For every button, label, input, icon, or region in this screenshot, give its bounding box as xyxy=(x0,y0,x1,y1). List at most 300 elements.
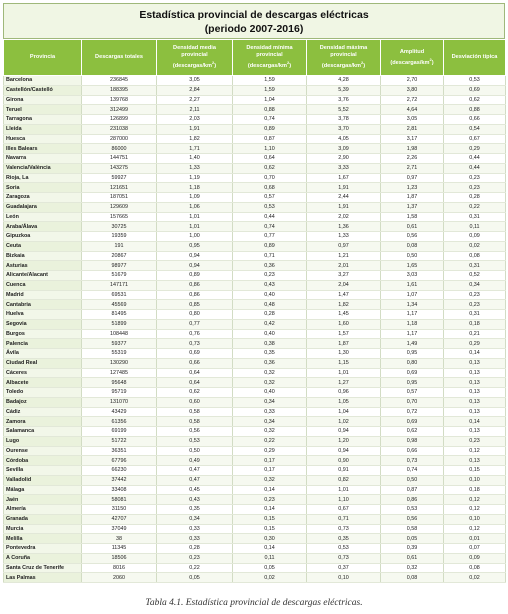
value-cell: 37442 xyxy=(82,475,157,485)
value-cell: 0,40 xyxy=(233,290,307,300)
value-cell: 0,91 xyxy=(307,466,381,476)
value-cell: 0,73 xyxy=(157,339,233,349)
value-cell: 2,27 xyxy=(157,95,233,105)
value-cell: 0,73 xyxy=(307,524,381,534)
value-cell: 0,87 xyxy=(233,134,307,144)
value-cell: 95719 xyxy=(82,388,157,398)
table-body xyxy=(4,76,506,583)
value-cell: 0,11 xyxy=(444,222,506,232)
value-cell: 131070 xyxy=(82,397,157,407)
value-cell: 1,98 xyxy=(381,144,444,154)
value-cell: 0,86 xyxy=(157,290,233,300)
value-cell: 0,54 xyxy=(444,124,506,134)
value-cell: 0,02 xyxy=(233,573,307,583)
value-cell: 0,73 xyxy=(307,553,381,563)
value-cell: 0,37 xyxy=(307,563,381,573)
value-cell: 1,59 xyxy=(233,85,307,95)
province-name-cell: Murcia xyxy=(4,524,82,534)
value-cell: 0,05 xyxy=(233,563,307,573)
value-cell: 3,17 xyxy=(381,134,444,144)
value-cell: 1,33 xyxy=(307,232,381,242)
value-cell: 144751 xyxy=(82,154,157,164)
header-line: Densidad mínima xyxy=(246,45,293,52)
table-row xyxy=(4,524,506,534)
value-cell: 1,49 xyxy=(381,339,444,349)
province-name-cell: Palencia xyxy=(4,339,82,349)
province-name-cell: Asturias xyxy=(4,261,82,271)
value-cell: 312499 xyxy=(82,105,157,115)
table-row xyxy=(4,202,506,212)
province-name-cell: Granada xyxy=(4,514,82,524)
value-cell: 236845 xyxy=(82,76,157,86)
value-cell: 1,33 xyxy=(157,163,233,173)
header-line: Densidad máxima xyxy=(319,45,368,52)
value-cell: 1,17 xyxy=(381,329,444,339)
value-cell: 0,76 xyxy=(157,329,233,339)
value-cell: 0,14 xyxy=(233,485,307,495)
value-cell: 2,11 xyxy=(157,105,233,115)
province-name-cell: Santa Cruz de Tenerife xyxy=(4,563,82,573)
value-cell: 0,95 xyxy=(381,349,444,359)
value-cell: 1,05 xyxy=(307,397,381,407)
value-cell: 4,28 xyxy=(307,76,381,86)
table-row xyxy=(4,329,506,339)
header-line: provincial xyxy=(181,52,208,59)
table-row xyxy=(4,144,506,154)
value-cell: 0,23 xyxy=(233,495,307,505)
value-cell: 0,22 xyxy=(444,202,506,212)
value-cell: 0,95 xyxy=(381,378,444,388)
value-cell: 0,34 xyxy=(157,514,233,524)
value-cell: 95648 xyxy=(82,378,157,388)
value-cell: 1,10 xyxy=(233,144,307,154)
table-row xyxy=(4,563,506,573)
value-cell: 0,94 xyxy=(307,427,381,437)
province-name-cell: Valladolid xyxy=(4,475,82,485)
value-cell: 0,89 xyxy=(157,271,233,281)
value-cell: 1,67 xyxy=(307,173,381,183)
value-cell: 51722 xyxy=(82,436,157,446)
value-cell: 33408 xyxy=(82,485,157,495)
value-cell: 0,80 xyxy=(157,310,233,320)
value-cell: 19359 xyxy=(82,232,157,242)
province-name-cell: Cáceres xyxy=(4,368,82,378)
province-name-cell: Toledo xyxy=(4,388,82,398)
value-cell: 1,61 xyxy=(381,280,444,290)
value-cell: 1,91 xyxy=(157,124,233,134)
value-cell: 0,12 xyxy=(444,495,506,505)
value-cell: 2,71 xyxy=(381,163,444,173)
value-cell: 61356 xyxy=(82,417,157,427)
value-cell: 0,58 xyxy=(157,417,233,427)
value-cell: 139768 xyxy=(82,95,157,105)
value-cell: 0,38 xyxy=(233,339,307,349)
value-cell: 0,05 xyxy=(381,534,444,544)
table-row xyxy=(4,368,506,378)
value-cell: 0,45 xyxy=(157,485,233,495)
value-cell: 1,91 xyxy=(307,202,381,212)
province-name-cell: Salamanca xyxy=(4,427,82,437)
table-row xyxy=(4,241,506,251)
value-cell: 1,07 xyxy=(381,290,444,300)
value-cell: 191 xyxy=(82,241,157,251)
table-row xyxy=(4,76,506,86)
table-row xyxy=(4,300,506,310)
province-name-cell: Bizkaia xyxy=(4,251,82,261)
table-row xyxy=(4,349,506,359)
header-line: Amplitud xyxy=(399,48,425,55)
header-line: Provincia xyxy=(29,54,56,60)
province-name-cell: Albacete xyxy=(4,378,82,388)
province-name-cell: Almería xyxy=(4,505,82,515)
value-cell: 0,13 xyxy=(444,456,506,466)
value-cell: 0,35 xyxy=(233,349,307,359)
value-cell: 0,67 xyxy=(307,505,381,515)
table-title-box xyxy=(3,3,505,39)
value-cell: 0,32 xyxy=(233,368,307,378)
value-cell: 0,30 xyxy=(233,534,307,544)
value-cell: 4,64 xyxy=(381,105,444,115)
value-cell: 0,05 xyxy=(157,573,233,583)
header-line: Desviación típica xyxy=(451,54,498,60)
province-name-cell: Barcelona xyxy=(4,76,82,86)
table-row xyxy=(4,183,506,193)
value-cell: 0,29 xyxy=(233,446,307,456)
table-row xyxy=(4,222,506,232)
value-cell: 0,64 xyxy=(157,368,233,378)
value-cell: 3,03 xyxy=(381,271,444,281)
table-row xyxy=(4,427,506,437)
table-row xyxy=(4,495,506,505)
value-cell: 0,40 xyxy=(233,329,307,339)
province-name-cell: Teruel xyxy=(4,105,82,115)
value-cell: 8016 xyxy=(82,563,157,573)
value-cell: 69199 xyxy=(82,427,157,437)
value-cell: 188395 xyxy=(82,85,157,95)
value-cell: 0,13 xyxy=(444,407,506,417)
value-cell: 0,86 xyxy=(157,280,233,290)
value-cell: 0,44 xyxy=(444,154,506,164)
province-name-cell: Málaga xyxy=(4,485,82,495)
value-cell: 3,33 xyxy=(307,163,381,173)
value-cell: 0,34 xyxy=(233,417,307,427)
value-cell: 127485 xyxy=(82,368,157,378)
value-cell: 0,86 xyxy=(381,495,444,505)
header-superscript: 2 xyxy=(429,56,432,62)
value-cell: 0,14 xyxy=(444,349,506,359)
table-row xyxy=(4,378,506,388)
value-cell: 0,28 xyxy=(233,310,307,320)
province-name-cell: A Coruña xyxy=(4,553,82,563)
table-row xyxy=(4,154,506,164)
province-name-cell: Ceuta xyxy=(4,241,82,251)
province-name-cell: Ávila xyxy=(4,349,82,359)
value-cell: 287000 xyxy=(82,134,157,144)
table-row xyxy=(4,544,506,554)
province-name-cell: Illes Balears xyxy=(4,144,82,154)
value-cell: 0,58 xyxy=(157,407,233,417)
value-cell: 0,47 xyxy=(157,475,233,485)
value-cell: 0,12 xyxy=(444,524,506,534)
value-cell: 0,50 xyxy=(381,475,444,485)
value-cell: 1,57 xyxy=(307,329,381,339)
province-name-cell: Soria xyxy=(4,183,82,193)
value-cell: 0,66 xyxy=(381,446,444,456)
value-cell: 0,62 xyxy=(381,427,444,437)
header-col-densidad-maxima: Densidad máxima provincial $(descargas/km^2)$ xyxy=(307,40,381,76)
value-cell: 0,15 xyxy=(233,514,307,524)
value-cell: 0,23 xyxy=(444,436,506,446)
table-header-row xyxy=(4,40,506,76)
province-name-cell: Madrid xyxy=(4,290,82,300)
value-cell: 0,02 xyxy=(444,573,506,583)
value-cell: 0,22 xyxy=(233,436,307,446)
table-row xyxy=(4,280,506,290)
table-row xyxy=(4,85,506,95)
province-name-cell: Navarra xyxy=(4,154,82,164)
value-cell: 0,40 xyxy=(233,388,307,398)
province-name-cell: León xyxy=(4,212,82,222)
value-cell: 0,08 xyxy=(381,241,444,251)
value-cell: 1,30 xyxy=(307,349,381,359)
value-cell: 1,01 xyxy=(157,222,233,232)
value-cell: 30725 xyxy=(82,222,157,232)
value-cell: 0,44 xyxy=(444,163,506,173)
province-name-cell: Lleida xyxy=(4,124,82,134)
value-cell: 0,22 xyxy=(157,563,233,573)
province-name-cell: Huesca xyxy=(4,134,82,144)
value-cell: 0,50 xyxy=(157,446,233,456)
value-cell: 0,87 xyxy=(381,485,444,495)
statistics-table xyxy=(3,39,506,583)
value-cell: 1,36 xyxy=(307,222,381,232)
value-cell: 0,70 xyxy=(381,397,444,407)
value-cell: 0,09 xyxy=(444,553,506,563)
value-cell: 0,80 xyxy=(381,358,444,368)
value-cell: 42707 xyxy=(82,514,157,524)
value-cell: 0,68 xyxy=(233,183,307,193)
header-col-descargas-totales xyxy=(82,40,157,76)
value-cell: 0,53 xyxy=(307,544,381,554)
value-cell: 0,94 xyxy=(307,446,381,456)
table-row xyxy=(4,358,506,368)
value-cell: 31150 xyxy=(82,505,157,515)
value-cell: 2,26 xyxy=(381,154,444,164)
table-row xyxy=(4,124,506,134)
value-cell: 0,97 xyxy=(381,173,444,183)
value-cell: 1,02 xyxy=(307,417,381,427)
value-cell: 147171 xyxy=(82,280,157,290)
value-cell: 55319 xyxy=(82,349,157,359)
value-cell: 1,82 xyxy=(307,300,381,310)
value-cell: 2,81 xyxy=(381,124,444,134)
province-name-cell: Segovia xyxy=(4,319,82,329)
value-cell: 0,13 xyxy=(444,358,506,368)
value-cell: 0,17 xyxy=(233,466,307,476)
value-cell: 0,23 xyxy=(444,290,506,300)
value-cell: 0,56 xyxy=(381,514,444,524)
value-cell: 0,18 xyxy=(444,319,506,329)
value-cell: 2060 xyxy=(82,573,157,583)
value-cell: 0,89 xyxy=(233,241,307,251)
value-cell: 1,65 xyxy=(381,261,444,271)
value-cell: 0,35 xyxy=(157,505,233,515)
value-cell: 0,69 xyxy=(381,368,444,378)
value-cell: 0,14 xyxy=(233,505,307,515)
value-cell: 0,90 xyxy=(307,456,381,466)
value-cell: 0,10 xyxy=(444,514,506,524)
value-cell: 0,60 xyxy=(157,397,233,407)
value-cell: 0,62 xyxy=(157,388,233,398)
table-row xyxy=(4,388,506,398)
value-cell: 3,76 xyxy=(307,95,381,105)
value-cell: 1,47 xyxy=(307,290,381,300)
province-name-cell: Girona xyxy=(4,95,82,105)
value-cell: 1,71 xyxy=(157,144,233,154)
value-cell: 0,71 xyxy=(307,514,381,524)
value-cell: 86000 xyxy=(82,144,157,154)
table-row xyxy=(4,105,506,115)
table-row xyxy=(4,417,506,427)
province-name-cell: Las Palmas xyxy=(4,573,82,583)
value-cell: 0,88 xyxy=(444,105,506,115)
value-cell: 0,15 xyxy=(444,466,506,476)
value-cell: 11345 xyxy=(82,544,157,554)
value-cell: 1,21 xyxy=(307,251,381,261)
value-cell: 1,06 xyxy=(157,202,233,212)
value-cell: 0,98 xyxy=(381,436,444,446)
value-cell: 4,05 xyxy=(307,134,381,144)
table-row xyxy=(4,485,506,495)
value-cell: 58081 xyxy=(82,495,157,505)
value-cell: 1,59 xyxy=(233,76,307,86)
value-cell: 0,61 xyxy=(381,553,444,563)
value-cell: 1,27 xyxy=(307,378,381,388)
table-title: Estadística provincial de descargas eléctricas xyxy=(139,9,369,21)
value-cell: 1,10 xyxy=(307,495,381,505)
province-name-cell: Cádiz xyxy=(4,407,82,417)
province-name-cell: Cuenca xyxy=(4,280,82,290)
value-cell: 0,01 xyxy=(444,534,506,544)
table-caption: Tabla 4.1. Estadística provincial de descargas eléctricas. xyxy=(145,598,363,608)
province-name-cell: Araba/Álava xyxy=(4,222,82,232)
value-cell: 0,66 xyxy=(444,115,506,125)
value-cell: 43429 xyxy=(82,407,157,417)
value-cell: 0,13 xyxy=(444,427,506,437)
value-cell: 1,01 xyxy=(307,485,381,495)
value-cell: 0,13 xyxy=(444,388,506,398)
province-name-cell: Córdoba xyxy=(4,456,82,466)
table-row xyxy=(4,115,506,125)
value-cell: 0,74 xyxy=(381,466,444,476)
value-cell: 0,11 xyxy=(233,553,307,563)
province-name-cell: Burgos xyxy=(4,329,82,339)
value-cell: 0,88 xyxy=(233,105,307,115)
value-cell: 18506 xyxy=(82,553,157,563)
province-name-cell: Pontevedra xyxy=(4,544,82,554)
value-cell: 1,00 xyxy=(157,232,233,242)
value-cell: 0,12 xyxy=(444,446,506,456)
value-cell: 0,94 xyxy=(157,261,233,271)
value-cell: 0,35 xyxy=(307,534,381,544)
value-cell: 0,33 xyxy=(157,534,233,544)
province-name-cell: Gipuzkoa xyxy=(4,232,82,242)
value-cell: 51679 xyxy=(82,271,157,281)
value-cell: 5,39 xyxy=(307,85,381,95)
value-cell: 1,20 xyxy=(307,436,381,446)
value-cell: 1,18 xyxy=(157,183,233,193)
value-cell: 1,60 xyxy=(307,319,381,329)
value-cell: 2,02 xyxy=(307,212,381,222)
table-row xyxy=(4,436,506,446)
province-name-cell: Cantabria xyxy=(4,300,82,310)
province-name-cell: Guadalajara xyxy=(4,202,82,212)
value-cell: 0,62 xyxy=(444,95,506,105)
value-cell: 0,21 xyxy=(444,329,506,339)
value-cell: 0,64 xyxy=(233,154,307,164)
value-cell: 0,69 xyxy=(157,349,233,359)
value-cell: 0,23 xyxy=(444,173,506,183)
table-row xyxy=(4,505,506,515)
header-line: (descargas/km xyxy=(390,59,430,66)
value-cell: 0,58 xyxy=(381,524,444,534)
value-cell: 0,14 xyxy=(233,544,307,554)
value-cell: 0,13 xyxy=(444,397,506,407)
value-cell: 0,10 xyxy=(444,475,506,485)
value-cell: 1,87 xyxy=(307,339,381,349)
table-subtitle: (periodo 2007-2016) xyxy=(204,23,304,35)
value-cell: 1,09 xyxy=(157,193,233,203)
header-line: (descargas/km xyxy=(172,62,213,69)
value-cell: 1,58 xyxy=(381,212,444,222)
table-row xyxy=(4,95,506,105)
province-name-cell: Zamora xyxy=(4,417,82,427)
value-cell: 1,82 xyxy=(157,134,233,144)
value-cell: 0,23 xyxy=(444,300,506,310)
value-cell: 1,40 xyxy=(157,154,233,164)
header-line: Densidad media xyxy=(173,45,216,52)
value-cell: 98977 xyxy=(82,261,157,271)
value-cell: 69531 xyxy=(82,290,157,300)
value-cell: 3,27 xyxy=(307,271,381,281)
value-cell: 0,10 xyxy=(307,573,381,583)
header-superscript: 2 xyxy=(212,60,215,66)
value-cell: 0,43 xyxy=(233,280,307,290)
value-cell: 0,08 xyxy=(444,563,506,573)
province-name-cell: Rioja, La xyxy=(4,173,82,183)
value-cell: 0,17 xyxy=(233,456,307,466)
value-cell: 0,18 xyxy=(444,485,506,495)
table-row xyxy=(4,475,506,485)
value-cell: 0,23 xyxy=(233,271,307,281)
value-cell: 0,85 xyxy=(157,300,233,310)
header-col-desviacion-tipica xyxy=(444,40,506,76)
value-cell: 0,96 xyxy=(307,388,381,398)
province-name-cell: Jaén xyxy=(4,495,82,505)
value-cell: 130290 xyxy=(82,358,157,368)
province-name-cell: Huelva xyxy=(4,310,82,320)
value-cell: 1,87 xyxy=(381,193,444,203)
header-superscript: 2 xyxy=(287,60,290,66)
value-cell: 0,32 xyxy=(381,563,444,573)
value-cell: 2,44 xyxy=(307,193,381,203)
value-cell: 0,32 xyxy=(233,378,307,388)
table-row xyxy=(4,271,506,281)
value-cell: 0,71 xyxy=(233,251,307,261)
province-name-cell: Lugo xyxy=(4,436,82,446)
value-cell: 0,97 xyxy=(307,241,381,251)
table-container xyxy=(3,3,505,583)
